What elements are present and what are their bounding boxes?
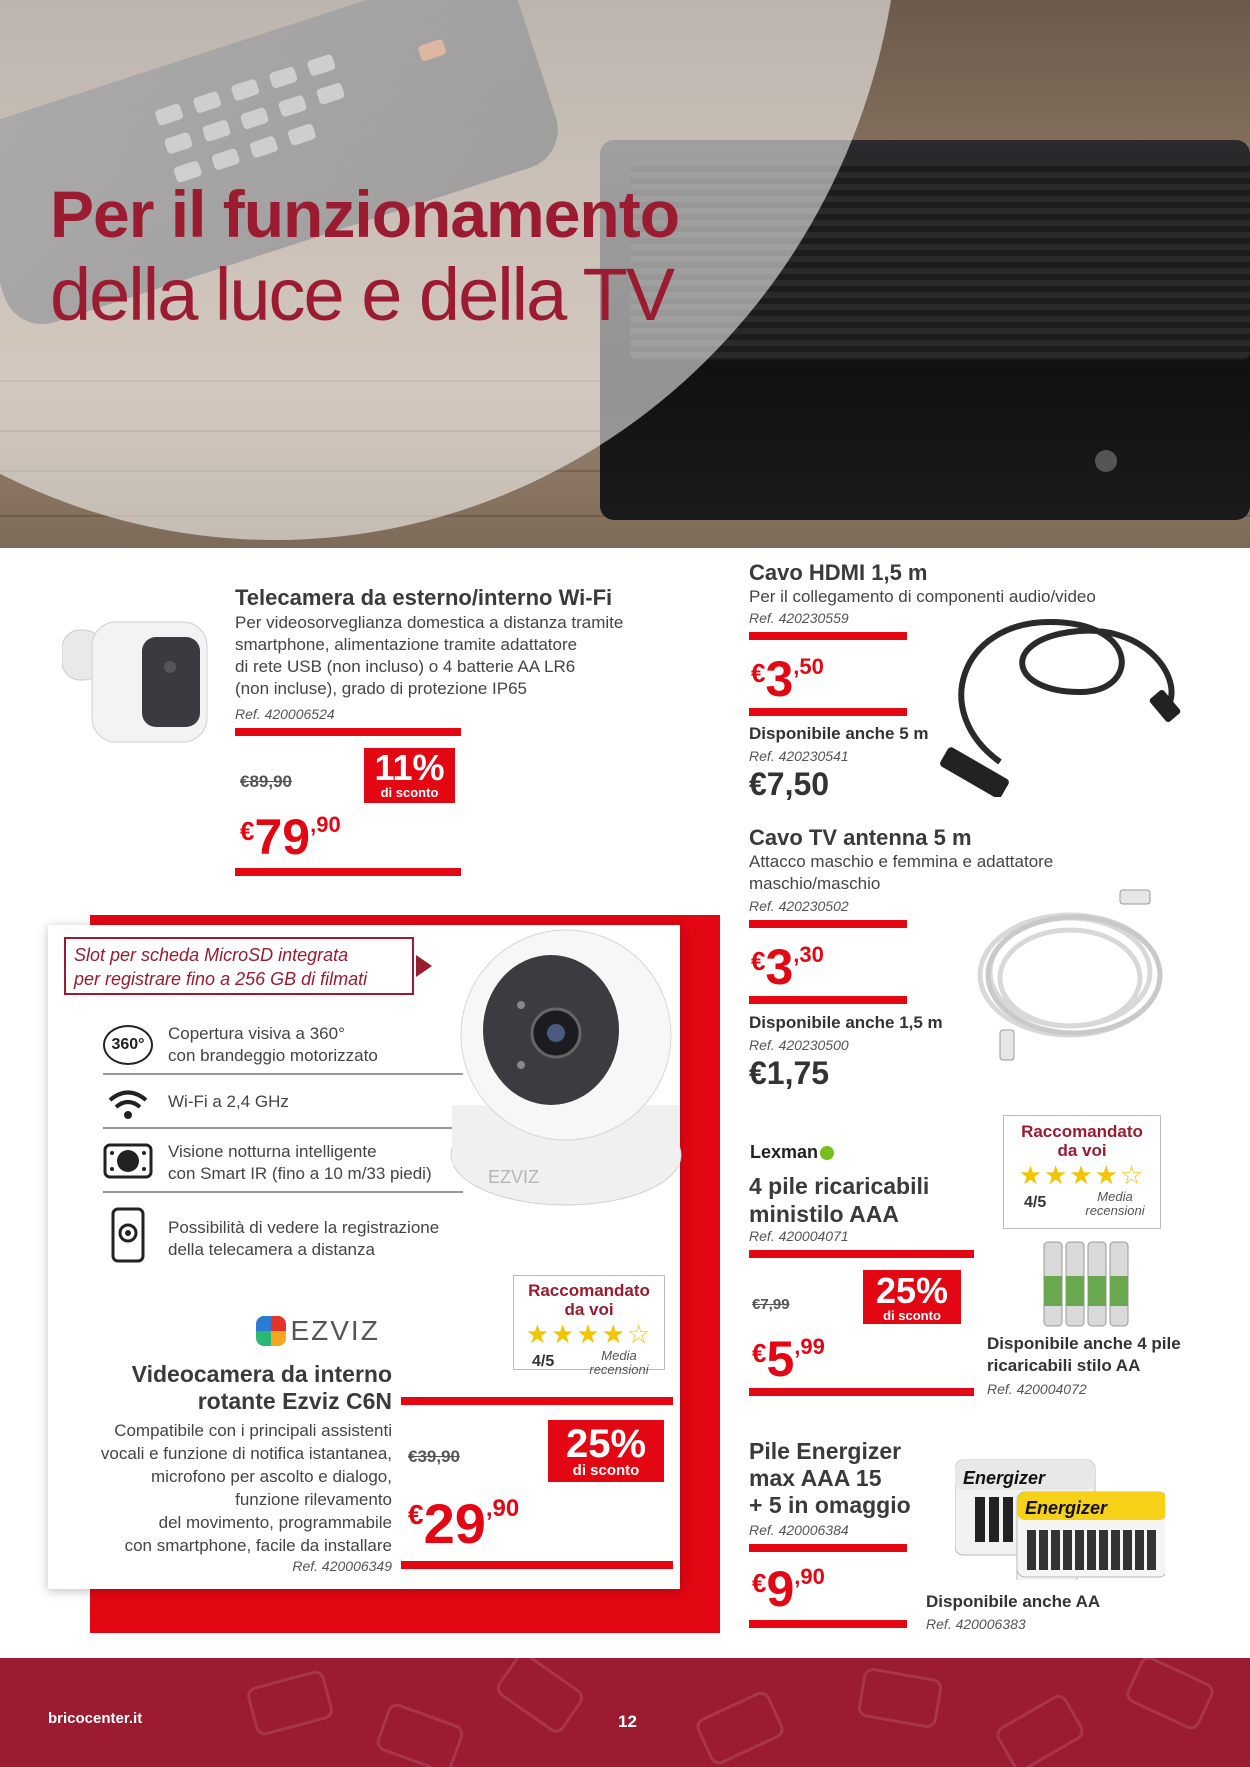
hero-banner bbox=[0, 0, 1250, 548]
energizer-title: Pile Energizer max AAA 15 + 5 in omaggio bbox=[749, 1438, 911, 1518]
ezviz-rating-box: Raccomandato da voi ★★★★☆ 4/5 Media recensioni bbox=[513, 1275, 665, 1370]
divider bbox=[749, 1388, 974, 1396]
ezviz-panel bbox=[48, 925, 680, 1589]
hdmi-alt-ref: Ref. 420230541 bbox=[749, 748, 849, 764]
batteries-discount-badge: 25% di sconto bbox=[863, 1270, 961, 1324]
batteries-title: 4 pile ricaricabili ministilo AAA bbox=[749, 1173, 930, 1227]
divider bbox=[749, 632, 907, 640]
antenna-price: €3,30 bbox=[751, 939, 824, 995]
energizer-pack-image bbox=[955, 1452, 1165, 1580]
microsd-callout: Slot per scheda MicroSD integrata per registrare fino a 256 GB di filmati bbox=[64, 937, 414, 995]
ezviz-brand-logo: EZVIZ bbox=[256, 1315, 380, 1347]
hdmi-ref: Ref. 420230559 bbox=[749, 610, 849, 626]
outdoor-camera-old-price: €89,90 bbox=[240, 772, 292, 791]
energizer-price: €9,90 bbox=[752, 1561, 825, 1617]
divider bbox=[749, 708, 907, 716]
antenna-description: Attacco maschio e femmina e adattatore maschio/maschio bbox=[749, 852, 1054, 893]
svg-text:Energizer: Energizer bbox=[1025, 1498, 1108, 1518]
divider bbox=[749, 1544, 907, 1552]
ezviz-price: €29,90 bbox=[408, 1492, 520, 1555]
energizer-alt-title: Disponibile anche AA bbox=[926, 1592, 1101, 1611]
ezviz-ref: Ref. 420006349 bbox=[292, 1558, 392, 1574]
feature-360: 360° Copertura visiva a 360° con brandeggio motorizzato bbox=[103, 1015, 463, 1075]
divider bbox=[401, 1561, 673, 1569]
outdoor-camera-discount-badge: 11% di sconto bbox=[364, 748, 455, 803]
wifi-icon bbox=[103, 1085, 153, 1125]
antenna-ref: Ref. 420230502 bbox=[749, 898, 849, 914]
feature-night-vision: Visione notturna intelligente con Smart IR (fino a 10 m/33 piedi) bbox=[103, 1131, 463, 1193]
callout-arrow bbox=[416, 955, 432, 977]
ezviz-camera-logo: EZVIZ bbox=[488, 1167, 540, 1187]
ezviz-rating-stars: ★★★★☆ bbox=[525, 1319, 653, 1349]
outdoor-camera-image bbox=[62, 612, 212, 747]
batteries-ref: Ref. 420004071 bbox=[749, 1228, 849, 1244]
outdoor-camera-price: €79,90 bbox=[240, 809, 341, 865]
energizer-alt-ref: Ref. 420006383 bbox=[926, 1616, 1026, 1632]
360-icon: 360° bbox=[103, 1025, 153, 1065]
ezviz-old-price: €39,90 bbox=[408, 1447, 460, 1466]
antenna-alt-ref: Ref. 420230500 bbox=[749, 1037, 849, 1053]
hdmi-description: Per il collegamento di componenti audio/video bbox=[749, 587, 1096, 606]
batteries-rating-stars: ★★★★☆ bbox=[1018, 1160, 1146, 1190]
ezviz-title: Videocamera da interno rotante Ezviz C6N bbox=[131, 1361, 392, 1414]
ezviz-discount-badge: 25% di sconto bbox=[548, 1420, 664, 1482]
antenna-title: Cavo TV antenna 5 m bbox=[749, 825, 972, 850]
divider bbox=[235, 868, 461, 876]
footer-site-link[interactable]: bricocenter.it bbox=[48, 1710, 143, 1727]
lexman-batteries-image bbox=[1040, 1238, 1132, 1330]
lexman-logo: Lexman bbox=[750, 1142, 834, 1163]
hdmi-title: Cavo HDMI 1,5 m bbox=[749, 560, 928, 585]
hdmi-alt-price: €7,50 bbox=[749, 766, 830, 802]
svg-text:Energizer: Energizer bbox=[963, 1468, 1046, 1488]
feature-remote-view: Possibilità di vedere la registrazione della telecamera a distanza bbox=[103, 1195, 463, 1269]
batteries-price: €5,99 bbox=[752, 1331, 825, 1387]
divider bbox=[749, 920, 907, 928]
hdmi-price: €3,50 bbox=[751, 651, 824, 707]
antenna-cable-image bbox=[970, 880, 1170, 1070]
smartphone-icon bbox=[103, 1207, 153, 1263]
night-vision-icon bbox=[103, 1141, 153, 1181]
page-number: 12 bbox=[618, 1712, 637, 1731]
divider bbox=[401, 1397, 673, 1405]
divider bbox=[749, 1620, 907, 1628]
hdmi-cable-image bbox=[940, 612, 1190, 797]
antenna-alt-title: Disponibile anche 1,5 m bbox=[749, 1013, 943, 1032]
hdmi-alt-title: Disponibile anche 5 m bbox=[749, 724, 929, 743]
feature-wifi: Wi-Fi a 2,4 GHz bbox=[103, 1077, 463, 1129]
antenna-alt-price: €1,75 bbox=[749, 1055, 830, 1091]
hero-title-line1: Per il funzionamento bbox=[50, 177, 680, 251]
batteries-rating-box: Raccomandato da voi ★★★★☆ 4/5 Media recensioni bbox=[1003, 1115, 1161, 1229]
divider bbox=[235, 728, 461, 736]
ezviz-camera-image bbox=[436, 925, 706, 1225]
batteries-alt: Disponibile anche 4 pile ricaricabili stilo AA bbox=[987, 1334, 1181, 1375]
outdoor-camera-title: Telecamera da esterno/interno Wi-Fi bbox=[235, 585, 613, 610]
outdoor-camera-description: Per videosorveglianza domestica a distanza tramite smartphone, alimentazione tramite adattatore di rete USB (non incluso) o 4 batterie AA LR6 (non incluse), grado di protezione IP65 bbox=[235, 613, 624, 698]
batteries-old-price: €7,99 bbox=[752, 1296, 790, 1313]
footer bbox=[0, 1658, 1250, 1767]
divider bbox=[749, 996, 907, 1004]
ezviz-description: Compatibile con i principali assistenti vocali e funzione di notifica istantanea, microfono per ascolto e dialogo, funzione rilevamento del movimento, programmabile con smartphone, facile da installare bbox=[100, 1421, 392, 1555]
outdoor-camera-ref: Ref. 420006524 bbox=[235, 706, 335, 722]
batteries-alt-ref: Ref. 420004072 bbox=[987, 1381, 1087, 1397]
divider bbox=[749, 1250, 974, 1258]
hero-title-line2: della luce e della TV bbox=[50, 253, 674, 336]
energizer-ref: Ref. 420006384 bbox=[749, 1522, 849, 1538]
